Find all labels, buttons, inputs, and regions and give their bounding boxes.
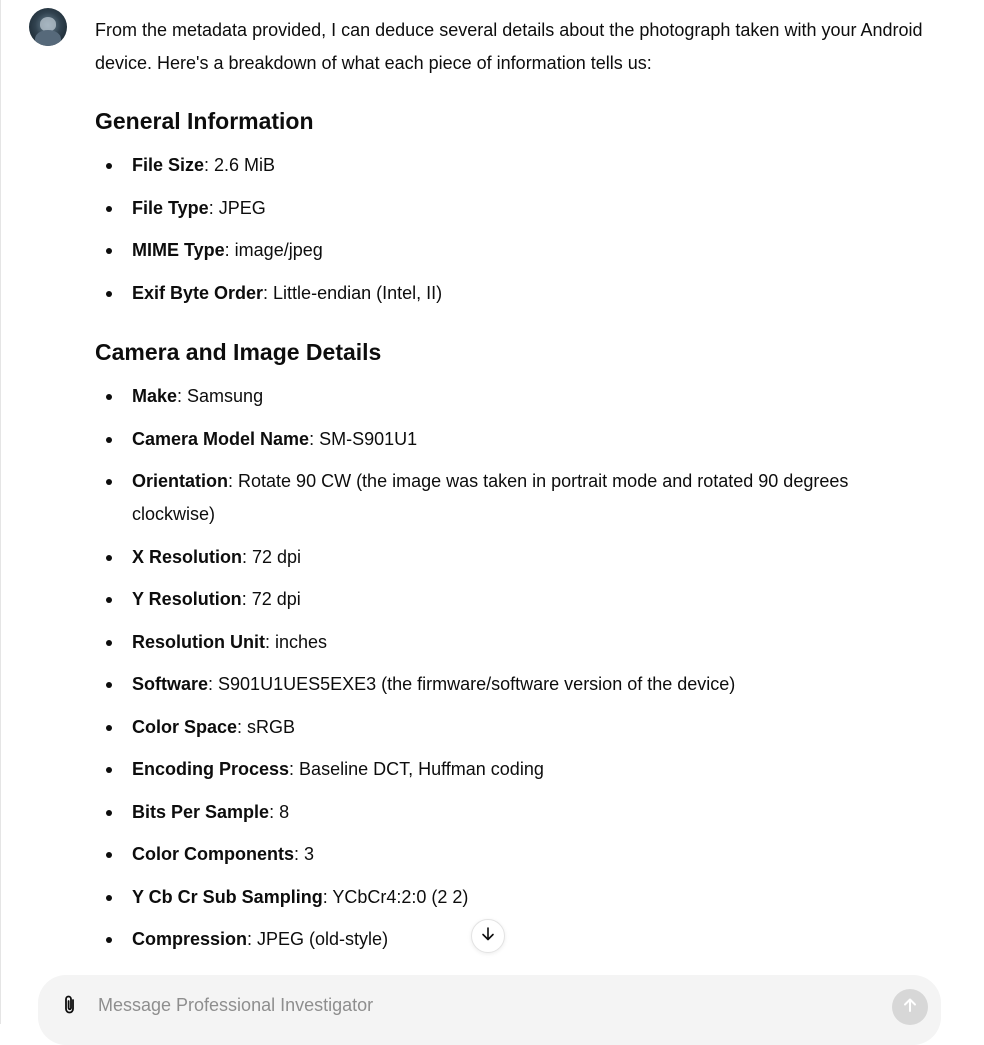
item-value: : 72 dpi — [242, 546, 302, 567]
item-value: : JPEG (old-style) — [247, 929, 389, 949]
item-label: Software — [132, 674, 209, 694]
general-info-list — [95, 149, 925, 319]
send-button[interactable] — [892, 989, 928, 1025]
item-label: Encoding Process — [132, 759, 290, 779]
item-label: Y Resolution — [132, 589, 242, 609]
list-item — [95, 668, 925, 701]
item-value: : YCbCr4:2:0 (2 2) — [322, 886, 469, 907]
list-item — [95, 796, 925, 829]
message-input[interactable]: Message Professional Investigator — [98, 995, 374, 1015]
item-label: X Resolution — [132, 546, 243, 567]
sidebar-divider — [0, 0, 1, 1024]
assistant-avatar — [29, 8, 67, 46]
item-value: : Little-endian (Intel, II) — [263, 282, 443, 303]
item-label: Color Components — [132, 844, 294, 864]
list-item — [95, 753, 925, 786]
list-item — [95, 234, 925, 267]
item-value: : SM-S901U1 — [309, 428, 418, 449]
item-value: : inches — [265, 631, 328, 652]
attach-button[interactable] — [56, 993, 84, 1021]
item-label: MIME Type — [132, 240, 225, 260]
arrow-up-icon — [902, 997, 918, 1018]
item-value: : 2.6 MiB — [204, 155, 276, 175]
list-item — [95, 541, 925, 574]
item-label: Orientation — [132, 471, 229, 491]
item-label: Color Space — [132, 716, 238, 737]
list-item — [95, 583, 925, 616]
list-item — [95, 626, 925, 659]
item-label: File Size — [132, 155, 205, 175]
scroll-to-bottom-button[interactable] — [471, 919, 505, 953]
list-item — [95, 380, 925, 413]
list-item — [95, 277, 925, 310]
paperclip-icon — [60, 994, 80, 1021]
section-heading-general: General Information — [95, 108, 314, 134]
intro-paragraph: From the metadata provided, I can deduce several details about the photograph taken with your Android device. Here's a breakdown of what each piece of information tells us: — [95, 20, 923, 73]
item-value: : image/jpeg — [224, 240, 323, 260]
item-label: Camera Model Name — [132, 428, 310, 449]
camera-details-list — [95, 380, 925, 966]
list-item — [95, 923, 925, 956]
list-item — [95, 711, 925, 744]
arrow-down-icon — [480, 926, 496, 947]
item-value: : JPEG — [208, 197, 266, 218]
list-item — [95, 881, 925, 914]
item-value: : S901U1UES5EXE3 (the firmware/software version of the device) — [208, 674, 736, 694]
item-label: Make — [132, 386, 178, 406]
item-value: : 3 — [294, 844, 315, 864]
message-composer — [38, 975, 941, 1045]
list-item — [95, 423, 925, 456]
item-label: File Type — [132, 197, 209, 218]
list-item — [95, 192, 925, 225]
item-value: : 72 dpi — [241, 589, 301, 609]
item-value: : Samsung — [177, 386, 264, 406]
item-value: : 8 — [269, 801, 290, 822]
section-heading-camera: Camera and Image Details — [95, 339, 382, 365]
item-label: Y Cb Cr Sub Sampling — [132, 886, 323, 907]
item-value: : Baseline DCT, Huffman coding — [289, 759, 544, 779]
list-item — [95, 838, 925, 871]
list-item — [95, 149, 925, 182]
item-label: Exif Byte Order — [132, 282, 264, 303]
item-label: Bits Per Sample — [132, 801, 270, 822]
item-label: Resolution Unit — [132, 631, 265, 652]
item-value: : sRGB — [237, 716, 296, 737]
item-value: : Rotate 90 CW (the image was taken in portrait mode and rotated 90 degrees clockwise) — [132, 471, 849, 524]
item-label: Compression — [132, 929, 248, 949]
list-item — [95, 465, 925, 531]
